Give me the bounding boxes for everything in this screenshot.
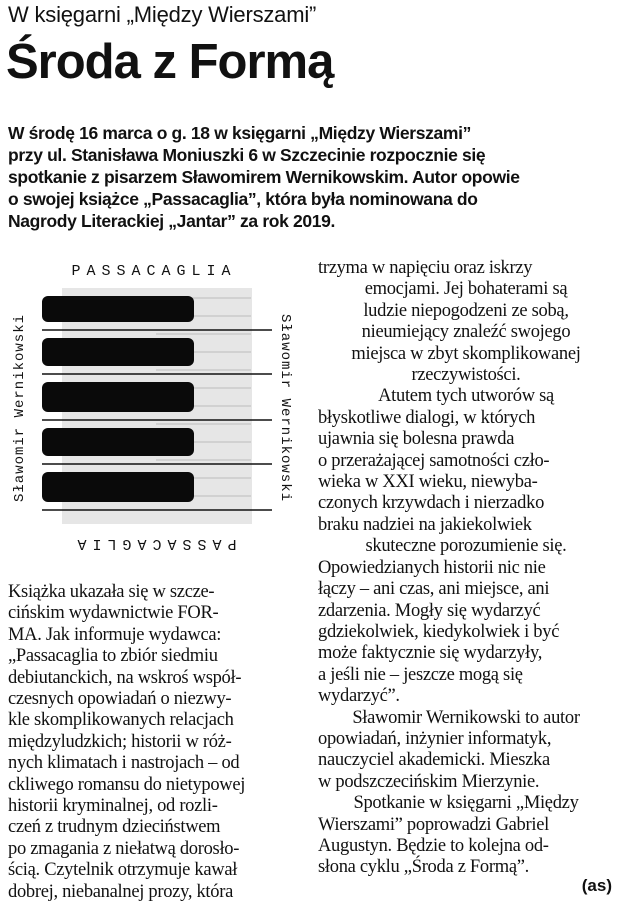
body-line: kle skomplikowanych relacjach [8,710,234,731]
body-line: „Passacaglia to zbiór siedmiu [8,646,218,667]
body-line: międzyludzkich; historii w róż- [8,731,232,752]
body-line: może faktycznie się wydarzyły, [318,643,543,664]
body-line: nauczyciel akademicki. Mieszka [318,750,550,771]
body-line: Opowiedzianych historii nic nie [318,557,546,578]
body-line: ścią. Czytelnik otrzymuje kawał [8,860,238,881]
body-line: Spotkanie w księgarni „Między [353,793,579,814]
body-line: słona cyklu „Środa z Formą”. [318,857,529,878]
body-line: Wierszami” poprowadzi Gabriel [318,814,549,835]
body-line: cińskim wydawnictwie FOR- [8,603,219,624]
body-line: ujawnia się bolesna prawda [318,429,515,450]
body-line: ludzie niepogodzeni ze sobą, [363,300,569,321]
body-line: czeń z trudnym dzieciństwem [8,817,221,838]
cover-author-left: Sławomir Wernikowski [12,313,28,503]
cover-title-bottom: PASSACAGLIA [71,535,237,552]
body-line: Sławomir Wernikowski to autor [352,707,580,728]
author-signature: (as) [581,876,612,895]
body-line: o przerażającej samotności czło- [318,450,550,471]
body-line: czonych krzywdach i nierzadko [318,493,545,514]
lead-line: spotkanie z pisarzem Sławomirem Wernikowskim. Autor opowie [8,167,520,187]
body-line: nieumiejący znaleźć swojego [361,322,571,343]
right-column [318,258,614,879]
body-line: Książka ukazała się w szcze- [8,582,215,602]
lead-line: Nagrody Literackiej „Jantar” za rok 2019. [8,211,336,231]
body-line: wydarzyć”. [318,686,400,707]
body-line: Atutem tych utworów są [378,386,554,407]
kicker: W księgarni „Między Wierszami” [8,2,317,27]
body-line: ckliwego romansu do nietypowej [8,774,246,795]
body-line: rzeczywistości. [411,365,521,386]
body-line: opowiadań, inżynier informatyk, [318,728,552,749]
book-cover-image [6,258,308,558]
lead-line: o swojej książce „Passacaglia”, która była nominowana do [8,189,478,209]
body-line: historii kryminalnej, od rozli- [8,796,218,817]
body-line: łączy – ani czas, ani miejsce, ani [318,579,550,600]
body-line: wieka w XXI wieku, niewyba- [318,472,538,493]
body-line: czesnych opowiadań o niezwy- [8,689,232,710]
body-line: po zmagania z niełatwą dorosło- [8,838,240,859]
body-line: zdarzenia. Mogły się wydarzyć [318,600,541,621]
body-line: Augustyn. Będzie to kolejna od- [318,835,549,856]
lead-line: W środę 16 marca o g. 18 w księgarni „Między Wierszami” [8,123,471,143]
lead-line: przy ul. Stanisława Moniuszki 6 w Szczecinie rozpocznie się [8,145,486,165]
body-line: miejsca w zbyt skomplikowanej [351,343,581,364]
cover-author-right: Sławomir Wernikowski [277,313,293,503]
body-line: w podszczecińskim Mierzynie. [318,771,540,792]
body-line: emocjami. Jej bohaterami są [364,279,568,300]
lead-paragraph [8,122,608,232]
cover-title-top: PASSACAGLIA [71,263,237,280]
left-column [8,582,308,903]
body-line: debiutanckich, na wskroś współ- [8,667,242,688]
body-line: a jeśli nie – jeszcze mogą się [318,664,523,685]
body-line: nych klimatach i nastrojach – od [8,753,240,774]
body-line: dobrej, niebanalnej prozy, która [8,881,233,902]
body-line: MA. Jak informuje wydawca: [8,624,222,645]
body-line: braku nadziei na jakiekolwiek [318,514,532,535]
body-line: błyskotliwe dialogi, w których [318,407,536,428]
body-line: trzyma w napięciu oraz iskrzy [318,258,533,278]
body-line: skuteczne porozumienie się. [365,536,567,557]
body-line: gdziekolwiek, kiedykolwiek i być [318,621,560,642]
headline: Środa z Formą [6,35,334,89]
